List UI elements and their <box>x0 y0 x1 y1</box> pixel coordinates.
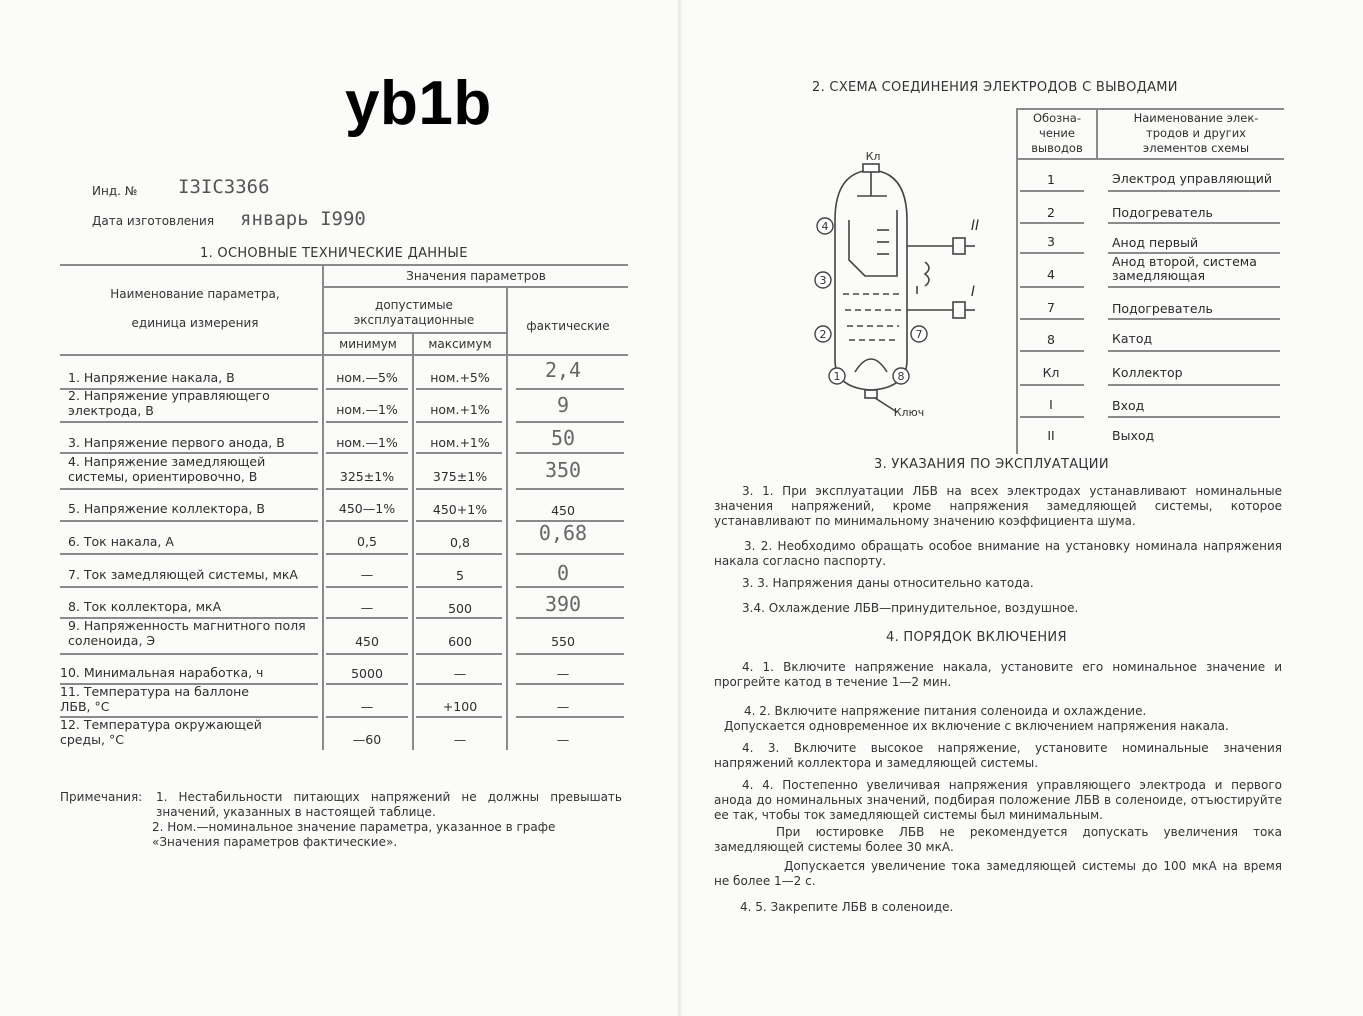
section1-title: 1. ОСНОВНЫЕ ТЕХНИЧЕСКИЕ ДАННЫЕ <box>200 246 468 261</box>
pin-name: Электрод управляющий <box>1112 171 1273 186</box>
notes-label: Примечания: <box>60 790 143 804</box>
row-max: ном.+5% <box>430 370 490 385</box>
date-value: январь I990 <box>240 208 366 230</box>
tube-envelope <box>835 170 907 390</box>
para-4-3: 4. 3. Включите высокое напряжение, установите номинальные значения напряжений коллектора и замедляющей системы. <box>714 741 1282 770</box>
row-max: 5 <box>456 568 464 583</box>
pin-code: 2 <box>1047 205 1055 220</box>
pin-label-8: 8 <box>897 370 905 383</box>
pin-label-3: 3 <box>819 274 827 287</box>
row-max: ном.+1% <box>430 402 490 417</box>
row-name: 1. Напряжение накала, В <box>68 370 235 385</box>
row-actual: 50 <box>550 426 576 450</box>
key-tab <box>865 390 877 398</box>
header-min: минимум <box>339 337 397 351</box>
pin-name: Выход <box>1112 428 1155 443</box>
row-name: 10. Минимальная наработка, ч <box>60 665 264 680</box>
header-param-name-1: Наименование параметра, <box>110 287 280 301</box>
para-3-4: 3.4. Охлаждение ЛБВ—принудительное, воздушное. <box>742 601 1079 615</box>
row-max: 375±1% <box>432 469 488 484</box>
row-name: 8. Ток коллектора, мкА <box>68 599 222 614</box>
row-actual: 350 <box>544 458 582 482</box>
header-allowed: допустимые эксплуатационные <box>353 298 475 327</box>
row-name: 4. Напряжение замедляющей системы, ориентировочно, В <box>68 454 266 484</box>
watermark-text: yb1b <box>345 69 492 138</box>
row-min: 450—1% <box>338 501 396 516</box>
row-min: ном.—5% <box>336 370 398 385</box>
pin-name: Подогреватель <box>1112 205 1213 220</box>
pin-code: 8 <box>1047 332 1055 347</box>
row-actual: — <box>556 732 570 747</box>
header-max: максимум <box>428 337 492 351</box>
row-name: 9. Напряженность магнитного поля соленоида, Э <box>68 618 306 648</box>
row-name: 12. Температура окружающей среды, °С <box>60 717 262 747</box>
pin-code: 1 <box>1047 172 1055 187</box>
helix <box>849 210 897 276</box>
pin-name: Анод второй, система замедляющая <box>1112 254 1257 283</box>
section2-title: 2. СХЕМА СОЕДИНЕНИЯ ЭЛЕКТРОДОВ С ВЫВОДАМИ <box>812 80 1178 95</box>
cathode <box>855 359 887 372</box>
ind-value: I3IC3366 <box>178 176 270 198</box>
header-param-name-2: единица измерения <box>131 316 259 330</box>
para-4-5: 4. 5. Закрепите ЛБВ в соленоиде. <box>740 900 954 914</box>
pin-header-name: Наименование элек- тродов и других элементов схемы <box>1133 111 1259 155</box>
para-4-4b: При юстировке ЛБВ не рекомендуется допускать увеличения тока замедляющей системы более 30 мкА. <box>714 825 1282 854</box>
para-3-3: 3. 3. Напряжения даны относительно катода. <box>742 576 1034 590</box>
pin-name: Катод <box>1112 331 1153 346</box>
pin-code: 4 <box>1047 267 1055 282</box>
row-actual: — <box>556 699 570 714</box>
pin-name: Вход <box>1112 398 1145 413</box>
row-actual: 0,68 <box>538 521 588 545</box>
ind-label: Инд. № <box>92 184 138 198</box>
row-min: 450 <box>355 634 379 649</box>
pin-name: Коллектор <box>1112 365 1183 380</box>
row-actual: — <box>556 666 570 681</box>
row-actual: 550 <box>551 634 575 649</box>
row-min: 5000 <box>351 666 383 681</box>
collector-cap <box>863 164 879 172</box>
header-actual: фактические <box>526 319 610 333</box>
pin-code: I <box>1049 397 1053 412</box>
pin-code: II <box>1047 428 1055 443</box>
row-min: — <box>360 699 374 714</box>
row-min: — <box>360 567 374 582</box>
row-name: 2. Напряжение управляющего электрода, В <box>68 388 270 418</box>
row-max: 600 <box>448 634 472 649</box>
row-max: 0,8 <box>450 535 470 550</box>
pin-code: 3 <box>1047 234 1055 249</box>
specs-table <box>60 264 628 750</box>
para-4-1: 4. 1. Включите напряжение накала, установите его номинальное значение и прогрейте катод в течение 1—2 мин. <box>714 660 1282 689</box>
pin-label-7: 7 <box>915 328 923 341</box>
pin-header-code: Обозна- чение выводов <box>1031 111 1083 155</box>
pin-table <box>1016 108 1284 454</box>
row-min: ном.—1% <box>336 435 398 450</box>
row-name: 5. Напряжение коллектора, В <box>68 501 265 516</box>
row-max: +100 <box>442 699 478 714</box>
row-name: 6. Ток накала, А <box>68 534 174 549</box>
row-max: 450+1% <box>432 502 488 517</box>
row-max: 500 <box>448 601 472 616</box>
output-coupler <box>953 238 965 254</box>
row-min: — <box>360 600 374 615</box>
row-actual: 2,4 <box>544 358 582 382</box>
para-3-2: 3. 2. Необходимо обращать особое внимание на установку номинала напряжения накала согласно паспорту. <box>714 539 1282 568</box>
output-label: II <box>970 218 980 234</box>
input-coupler <box>953 302 965 318</box>
tube-diagram <box>805 150 990 425</box>
pin-name: Подогреватель <box>1112 301 1213 316</box>
pin-label-4: 4 <box>821 220 829 233</box>
row-name: 3. Напряжение первого анода, В <box>68 435 285 450</box>
row-min: 0,5 <box>357 534 377 549</box>
row-name: 11. Температура на баллоне ЛБВ, °С <box>60 684 249 714</box>
pin-label-2: 2 <box>819 328 827 341</box>
para-4-2b: Допускается одновременное их включение с включением напряжения накала. <box>724 719 1229 733</box>
para-4-4: 4. 4. Постепенно увеличивая напряжения управляющего электрода и первого анода до номинальных значений, подбирая положение ЛБВ в соленоиде, отъюстируйте ее так, чтобы ток замедляющей системы был минимальным. <box>714 778 1282 822</box>
pin-label-1: 1 <box>833 370 841 383</box>
note-1: 1. Нестабильности питающих напряжений не должны превышать значений, указанных в настоящей таблице. <box>156 790 622 819</box>
note-2: 2. Ном.—номинальное значение параметра, указанное в графе «Значения параметров фактические». <box>152 820 556 849</box>
row-min: ном.—1% <box>336 402 398 417</box>
row-min: 325±1% <box>339 469 395 484</box>
row-max: ном.+1% <box>430 435 490 450</box>
collector-label: Кл <box>865 150 881 163</box>
section4-title: 4. ПОРЯДОК ВКЛЮЧЕНИЯ <box>886 630 1067 645</box>
row-max: — <box>453 666 467 681</box>
para-4-4c: Допускается увеличение тока замедляющей системы до 100 мкА на время не более 1—2 с. <box>714 859 1282 888</box>
para-4-2a: 4. 2. Включите напряжение питания соленоида и охлаждение. <box>744 704 1147 718</box>
row-actual: 390 <box>544 592 582 616</box>
para-3-1: 3. 1. При эксплуатации ЛБВ на всех электродах устанавливают номинальные значения напряжений, кроме напряжения замедляющей системы, которое устанавливают по минимальному значению коэффициента шума. <box>714 484 1282 528</box>
row-min: —60 <box>352 732 382 747</box>
header-values: Значения параметров <box>406 269 546 283</box>
date-label: Дата изготовления <box>92 214 215 228</box>
pin-code: 7 <box>1047 300 1055 315</box>
section3-title: 3. УКАЗАНИЯ ПО ЭКСПЛУАТАЦИИ <box>874 457 1109 472</box>
pin-name: Анод первый <box>1112 235 1199 250</box>
row-actual: 9 <box>556 393 570 417</box>
pin-code: Кл <box>1042 365 1060 380</box>
row-name: 7. Ток замедляющей системы, мкА <box>68 567 298 582</box>
input-label: I <box>970 284 976 300</box>
key-label: Ключ <box>893 406 925 419</box>
coil <box>925 262 929 286</box>
row-actual: 450 <box>551 503 575 518</box>
row-actual: 0 <box>556 561 570 585</box>
row-max: — <box>453 732 467 747</box>
